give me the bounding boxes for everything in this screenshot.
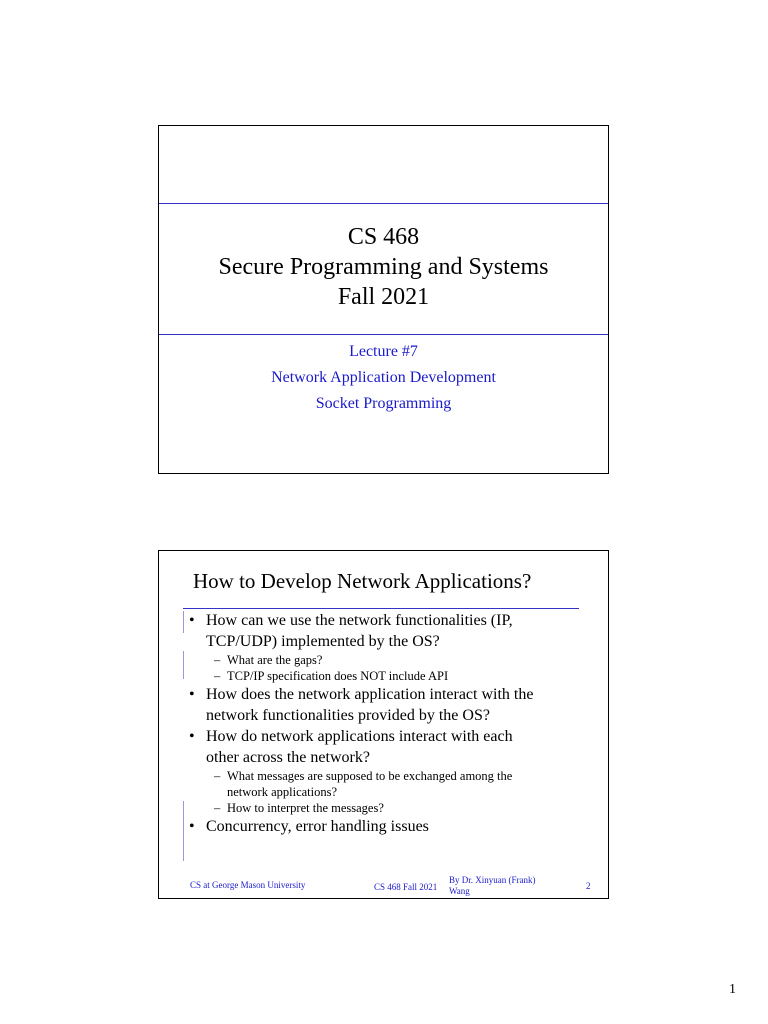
- bullet-line: other across the network?: [206, 749, 370, 766]
- sub-bullet-line: What are the gaps?: [227, 653, 323, 667]
- lecture-topic: Network Application Development: [271, 369, 496, 386]
- lecture-number: Lecture #7: [349, 343, 418, 360]
- bullet-item: [187, 610, 597, 652]
- course-term: Fall 2021: [337, 284, 430, 310]
- bullet-line: Concurrency, error handling issues: [206, 818, 429, 835]
- bullet-item: [187, 816, 597, 837]
- sub-bullet-item: [187, 768, 597, 800]
- bullet-line: How can we use the network functionalities (IP,: [206, 612, 513, 629]
- sub-bullet-line: How to interpret the messages?: [227, 801, 384, 815]
- heading-rule: [183, 608, 579, 609]
- bullet-item: [187, 726, 597, 768]
- course-name: Secure Programming and Systems: [218, 254, 549, 280]
- dash-glyph: –: [214, 669, 221, 683]
- bullet-line: How do network applications interact with each: [206, 728, 513, 745]
- dash-glyph: –: [214, 769, 221, 783]
- footer-course: CS 468 Fall 2021: [374, 882, 438, 892]
- bullet-item: [187, 684, 597, 726]
- footer-author-line: By Dr. Xinyuan (Frank): [449, 875, 536, 885]
- sub-bullet-item: [187, 668, 597, 684]
- bullet-list: [187, 610, 597, 837]
- slide-number: 2: [586, 881, 591, 891]
- lecture-subtopic: Socket Programming: [315, 395, 452, 412]
- sub-bullet-line: TCP/IP specification does NOT include API: [227, 669, 449, 683]
- bullet-line: TCP/UDP) implemented by the OS?: [206, 633, 440, 650]
- bullet-glyph: •: [189, 686, 195, 703]
- dash-glyph: –: [214, 801, 221, 815]
- sub-bullet-line: What messages are supposed to be exchanged among the: [227, 769, 513, 783]
- bullet-glyph: •: [189, 728, 195, 745]
- dash-glyph: –: [214, 653, 221, 667]
- course-number: CS 468: [347, 224, 420, 250]
- slide-subtitle: [159, 339, 608, 417]
- page-number: 1: [729, 982, 736, 997]
- bullet-line: How does the network application interact with the: [206, 686, 534, 703]
- footer-author-line: Wang: [449, 886, 470, 896]
- sub-bullet-item: [187, 800, 597, 816]
- slide-heading: How to Develop Network Applications?: [193, 569, 532, 593]
- footer-institution: CS at George Mason University: [190, 880, 306, 890]
- title-bottom-rule: [159, 334, 608, 335]
- bullet-glyph: •: [189, 818, 195, 835]
- bullet-glyph: •: [189, 612, 195, 629]
- footer-author: [449, 875, 536, 897]
- margin-mark: [183, 651, 184, 679]
- title-slide: [158, 125, 609, 474]
- title-top-rule: [159, 203, 608, 204]
- content-slide: [158, 550, 609, 899]
- margin-mark: [183, 611, 184, 633]
- sub-bullet-item: [187, 652, 597, 668]
- sub-bullet-line: network applications?: [227, 785, 338, 799]
- slide-title: [159, 222, 608, 312]
- bullet-line: network functionalities provided by the OS?: [206, 707, 490, 724]
- margin-mark: [183, 801, 184, 861]
